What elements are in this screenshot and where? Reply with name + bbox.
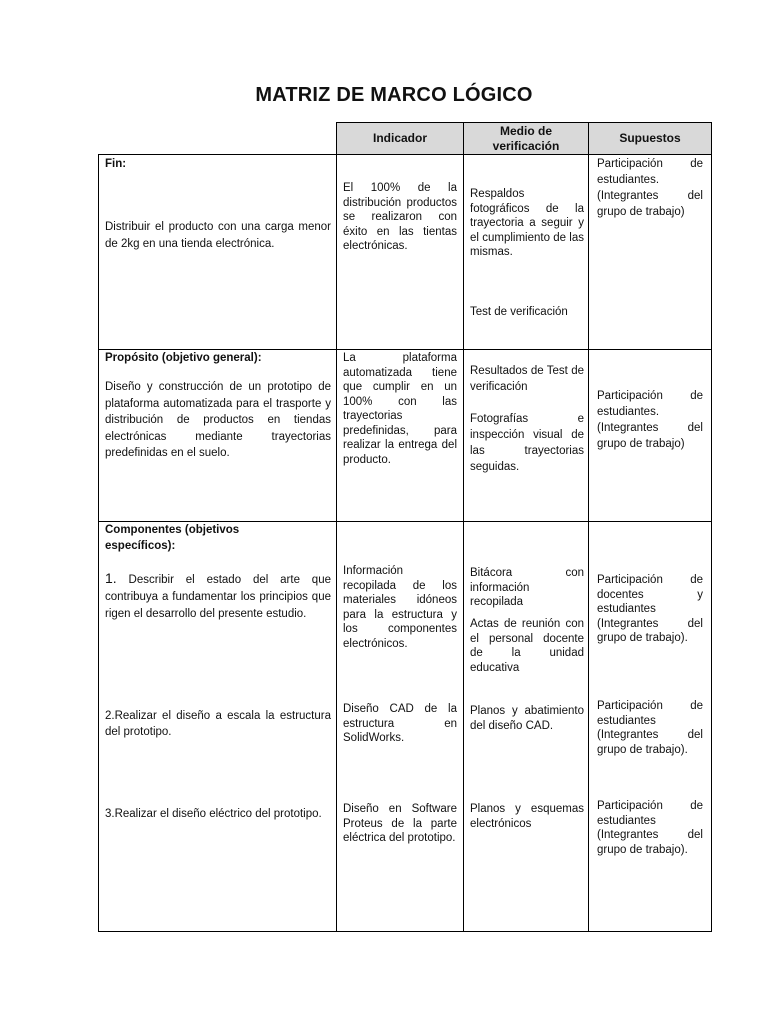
componente-1-supuestos: Participación de docentes y estudiantes (Integrantes del grupo de trabajo). xyxy=(597,574,703,644)
componente-1-label: Describir el estado del arte que contribuya a fundamentar los principios que rigen el desarrollo del presente estudio. xyxy=(105,574,331,620)
header-medio-label: Medio de verificación xyxy=(492,123,560,153)
header-medio xyxy=(463,122,589,155)
proposito-medio-2: Fotografías e inspección visual de las trayectorias seguidas. xyxy=(470,413,584,473)
componente-1-medio-1: Bitácora con información recopilada xyxy=(470,567,584,608)
componente-1-text xyxy=(105,570,331,623)
proposito-indicador: La plataforma automatizada tiene que cumplir en un 100% con las trayectorias predefinidas, para realizar la entrega del producto. xyxy=(343,352,457,466)
componente-2-indicador: Diseño CAD de la estructura en SolidWorks. xyxy=(343,703,457,744)
componente-1-number: 1. xyxy=(105,570,117,586)
componente-3-medio: Planos y esquemas electrónicos xyxy=(470,803,584,830)
fin-objective-cell xyxy=(98,154,337,350)
proposito-indicador-cell xyxy=(336,349,464,522)
fin-medio-1: Respaldos fotográficos de la trayectoria a seguir y el cumplimiento de las mismas. xyxy=(470,188,584,258)
componentes-label: Componentes (objetivos específicos): xyxy=(105,524,240,552)
componente-3-indicador: Diseño en Software Proteus de la parte eléctrica del prototipo. xyxy=(343,803,457,844)
fin-medio-2: Test de verificación xyxy=(470,306,568,318)
proposito-supuestos-cell xyxy=(588,349,712,522)
componente-3-text: 3.Realizar el diseño eléctrico del prototipo. xyxy=(105,808,322,820)
fin-supuestos: Participación de estudiantes. (Integrantes del grupo de trabajo) xyxy=(597,158,703,218)
componentes-indicador-cell xyxy=(336,521,464,932)
componente-1-indicador: Información recopilada de los materiales idóneos para la estructura y los componentes electrónicos. xyxy=(343,565,457,650)
proposito-text: Diseño y construcción de un prototipo de plataforma automatizada para el trasporte y distribución de productos en tiendas electrónicas mediante trayectorias predefinidas en el suelo. xyxy=(105,381,331,459)
componentes-medio-cell xyxy=(463,521,589,932)
proposito-supuestos: Participación de estudiantes. (Integrantes del grupo de trabajo) xyxy=(597,390,703,450)
header-indicador xyxy=(336,122,464,155)
fin-label: Fin: xyxy=(105,158,127,170)
componente-2-medio: Planos y abatimiento del diseño CAD. xyxy=(470,705,584,732)
componentes-supuestos-cell xyxy=(588,521,712,932)
logical-framework-table xyxy=(98,122,712,932)
componente-1-medio-2: Actas de reunión con el personal docente de la unidad educativa xyxy=(470,618,584,674)
componente-3-supuestos: Participación de estudiantes (Integrantes del grupo de trabajo). xyxy=(597,800,703,856)
componentes-objective-cell xyxy=(98,521,337,932)
proposito-objective-cell xyxy=(98,349,337,522)
header-supuestos-label: Supuestos xyxy=(619,131,681,145)
proposito-medio-1: Resultados de Test de verificación xyxy=(470,365,584,393)
fin-indicador-cell xyxy=(336,154,464,350)
fin-supuestos-cell xyxy=(588,154,712,350)
proposito-label: Propósito (objetivo general): xyxy=(105,352,262,364)
componente-2-text: 2.Realizar el diseño a escala la estructura del prototipo. xyxy=(105,710,331,738)
page-title: MATRIZ DE MARCO LÓGICO xyxy=(255,84,533,106)
header-supuestos xyxy=(588,122,712,155)
header-indicador-label: Indicador xyxy=(372,131,427,145)
fin-indicador: El 100% de la distribución productos se realizaron con éxito en las tientas electrónicas. xyxy=(343,182,457,252)
fin-text: Distribuir el producto con una carga menor de 2kg en una tienda electrónica. xyxy=(105,221,331,250)
componente-2-supuestos: Participación de estudiantes (Integrantes del grupo de trabajo). xyxy=(597,700,703,756)
fin-medio-cell xyxy=(463,154,589,350)
proposito-medio-cell xyxy=(463,349,589,522)
